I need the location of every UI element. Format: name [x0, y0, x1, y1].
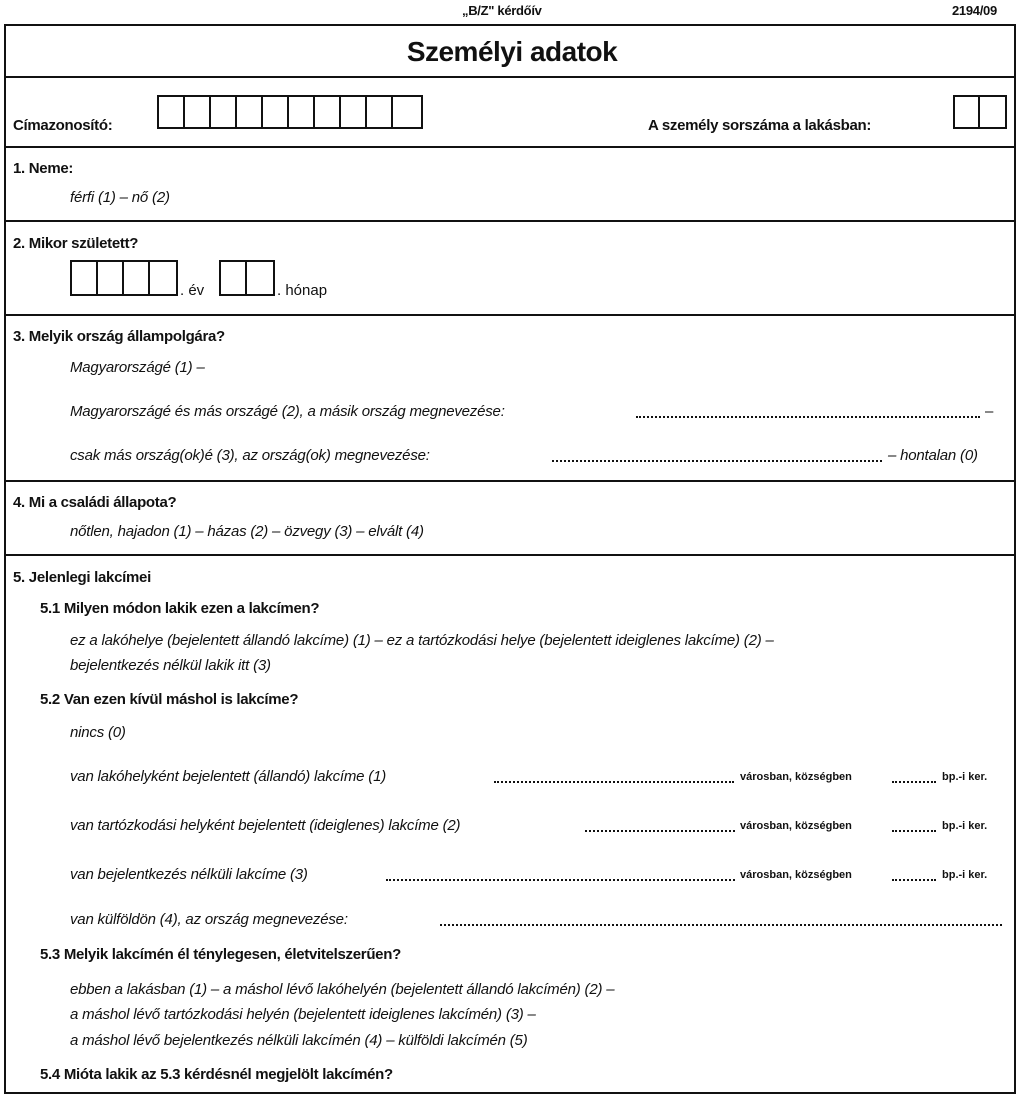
q3-dual-country-line[interactable] [636, 416, 980, 418]
q53-options-line2[interactable]: a máshol lévő tartózkodási helyén (bejelentett ideiglenes lakcímén) (3) – [70, 1006, 536, 1023]
q52-temporary-district-line[interactable] [892, 830, 936, 832]
city-label: városban, községben [740, 771, 852, 783]
city-label: városban, községben [740, 869, 852, 881]
form-frame [4, 24, 1016, 1094]
digit-box[interactable] [263, 97, 289, 127]
divider [4, 480, 1016, 482]
q52-option-permanent[interactable]: van lakóhelyként bejelentett (állandó) lakcíme (1) [70, 768, 387, 785]
divider [4, 76, 1016, 78]
digit-box[interactable] [221, 262, 247, 294]
digit-box[interactable] [124, 262, 150, 294]
q3-label: 3. Melyik ország állampolgára? [13, 328, 225, 345]
digit-box[interactable] [367, 97, 393, 127]
q52-label: 5.2 Van ezen kívül máshol is lakcíme? [40, 691, 299, 708]
digit-box[interactable] [393, 97, 419, 127]
digit-box[interactable] [185, 97, 211, 127]
q52-permanent-district-line[interactable] [892, 781, 936, 783]
form-name: „B/Z" kérdőív [462, 3, 542, 18]
digit-box[interactable] [237, 97, 263, 127]
address-id-label: Címazonosító: [13, 117, 113, 134]
divider [4, 314, 1016, 316]
q2-label: 2. Mikor született? [13, 235, 139, 252]
q3-dual-end: – [985, 403, 994, 420]
digit-box[interactable] [150, 262, 176, 294]
q52-unregistered-city-line[interactable] [386, 879, 735, 881]
q52-option-none[interactable]: nincs (0) [70, 724, 126, 741]
q51-label: 5.1 Milyen módon lakik ezen a lakcímen? [40, 600, 320, 617]
q3-option-dual[interactable]: Magyarországé és más országé (2), a másik ország megnevezése: [70, 403, 505, 420]
divider [4, 554, 1016, 556]
district-label: bp.-i ker. [942, 771, 988, 783]
q52-option-abroad[interactable]: van külföldön (4), az ország megnevezése: [70, 911, 348, 928]
digit-box[interactable] [211, 97, 237, 127]
q54-label: 5.4 Mióta lakik az 5.3 kérdésnél megjelölt lakcímén? [40, 1066, 393, 1083]
q4-options[interactable]: nőtlen, hajadon (1) – házas (2) – özvegy (3) – elvált (4) [70, 523, 424, 540]
digit-box[interactable] [955, 97, 980, 127]
q1-label: 1. Neme: [13, 160, 74, 177]
person-number-label: A személy sorszáma a lakásban: [648, 117, 872, 134]
q51-options-line1[interactable]: ez a lakóhelye (bejelentett állandó lakcíme) (1) – ez a tartózkodási helye (bejelentett ideiglenes lakcíme) (2) – [70, 632, 774, 649]
q52-temporary-city-line[interactable] [585, 830, 735, 832]
q53-options-line1[interactable]: ebben a lakásban (1) – a máshol lévő lakóhelyén (bejelentett állandó lakcímén) (2) – [70, 981, 615, 998]
q52-unregistered-district-line[interactable] [892, 879, 936, 881]
q53-options-line3[interactable]: a máshol lévő bejelentkezés nélküli lakcímén (4) – külföldi lakcímén (5) [70, 1032, 528, 1049]
year-unit: . év [180, 282, 205, 299]
form-code: 2194/09 [952, 3, 997, 18]
digit-box[interactable] [980, 97, 1005, 127]
q52-permanent-city-line[interactable] [494, 781, 734, 783]
digit-box[interactable] [98, 262, 124, 294]
q51-options-line2[interactable]: bejelentkezés nélkül lakik itt (3) [70, 657, 271, 674]
city-label: városban, községben [740, 820, 852, 832]
digit-box[interactable] [159, 97, 185, 127]
digit-box[interactable] [315, 97, 341, 127]
q3-option-stateless[interactable]: – hontalan (0) [888, 447, 978, 464]
person-number-boxes[interactable] [953, 95, 1007, 129]
q3-foreign-country-line[interactable] [552, 460, 882, 462]
q52-abroad-country-line[interactable] [440, 924, 1002, 926]
digit-box[interactable] [289, 97, 315, 127]
form-title: Személyi adatok [406, 36, 618, 67]
q3-option-foreign[interactable]: csak más ország(ok)é (3), az ország(ok) megnevezése: [70, 447, 430, 464]
q5-label: 5. Jelenlegi lakcímei [13, 569, 151, 586]
divider [4, 220, 1016, 222]
birth-month-boxes[interactable] [219, 260, 275, 296]
digit-box[interactable] [341, 97, 367, 127]
birth-year-boxes[interactable] [70, 260, 178, 296]
digit-box[interactable] [72, 262, 98, 294]
district-label: bp.-i ker. [942, 869, 988, 881]
q53-label: 5.3 Melyik lakcímén él ténylegesen, életvitelszerűen? [40, 946, 401, 963]
digit-box[interactable] [247, 262, 273, 294]
q4-label: 4. Mi a családi állapota? [13, 494, 177, 511]
q1-options[interactable]: férfi (1) – nő (2) [70, 189, 170, 206]
q52-option-unregistered[interactable]: van bejelentkezés nélküli lakcíme (3) [70, 866, 308, 883]
month-unit: . hónap [277, 282, 328, 299]
address-id-boxes[interactable] [157, 95, 423, 129]
district-label: bp.-i ker. [942, 820, 988, 832]
divider [4, 146, 1016, 148]
q3-option-hungarian[interactable]: Magyarországé (1) – [70, 359, 205, 376]
q52-option-temporary[interactable]: van tartózkodási helyként bejelentett (ideiglenes) lakcíme (2) [70, 817, 461, 834]
